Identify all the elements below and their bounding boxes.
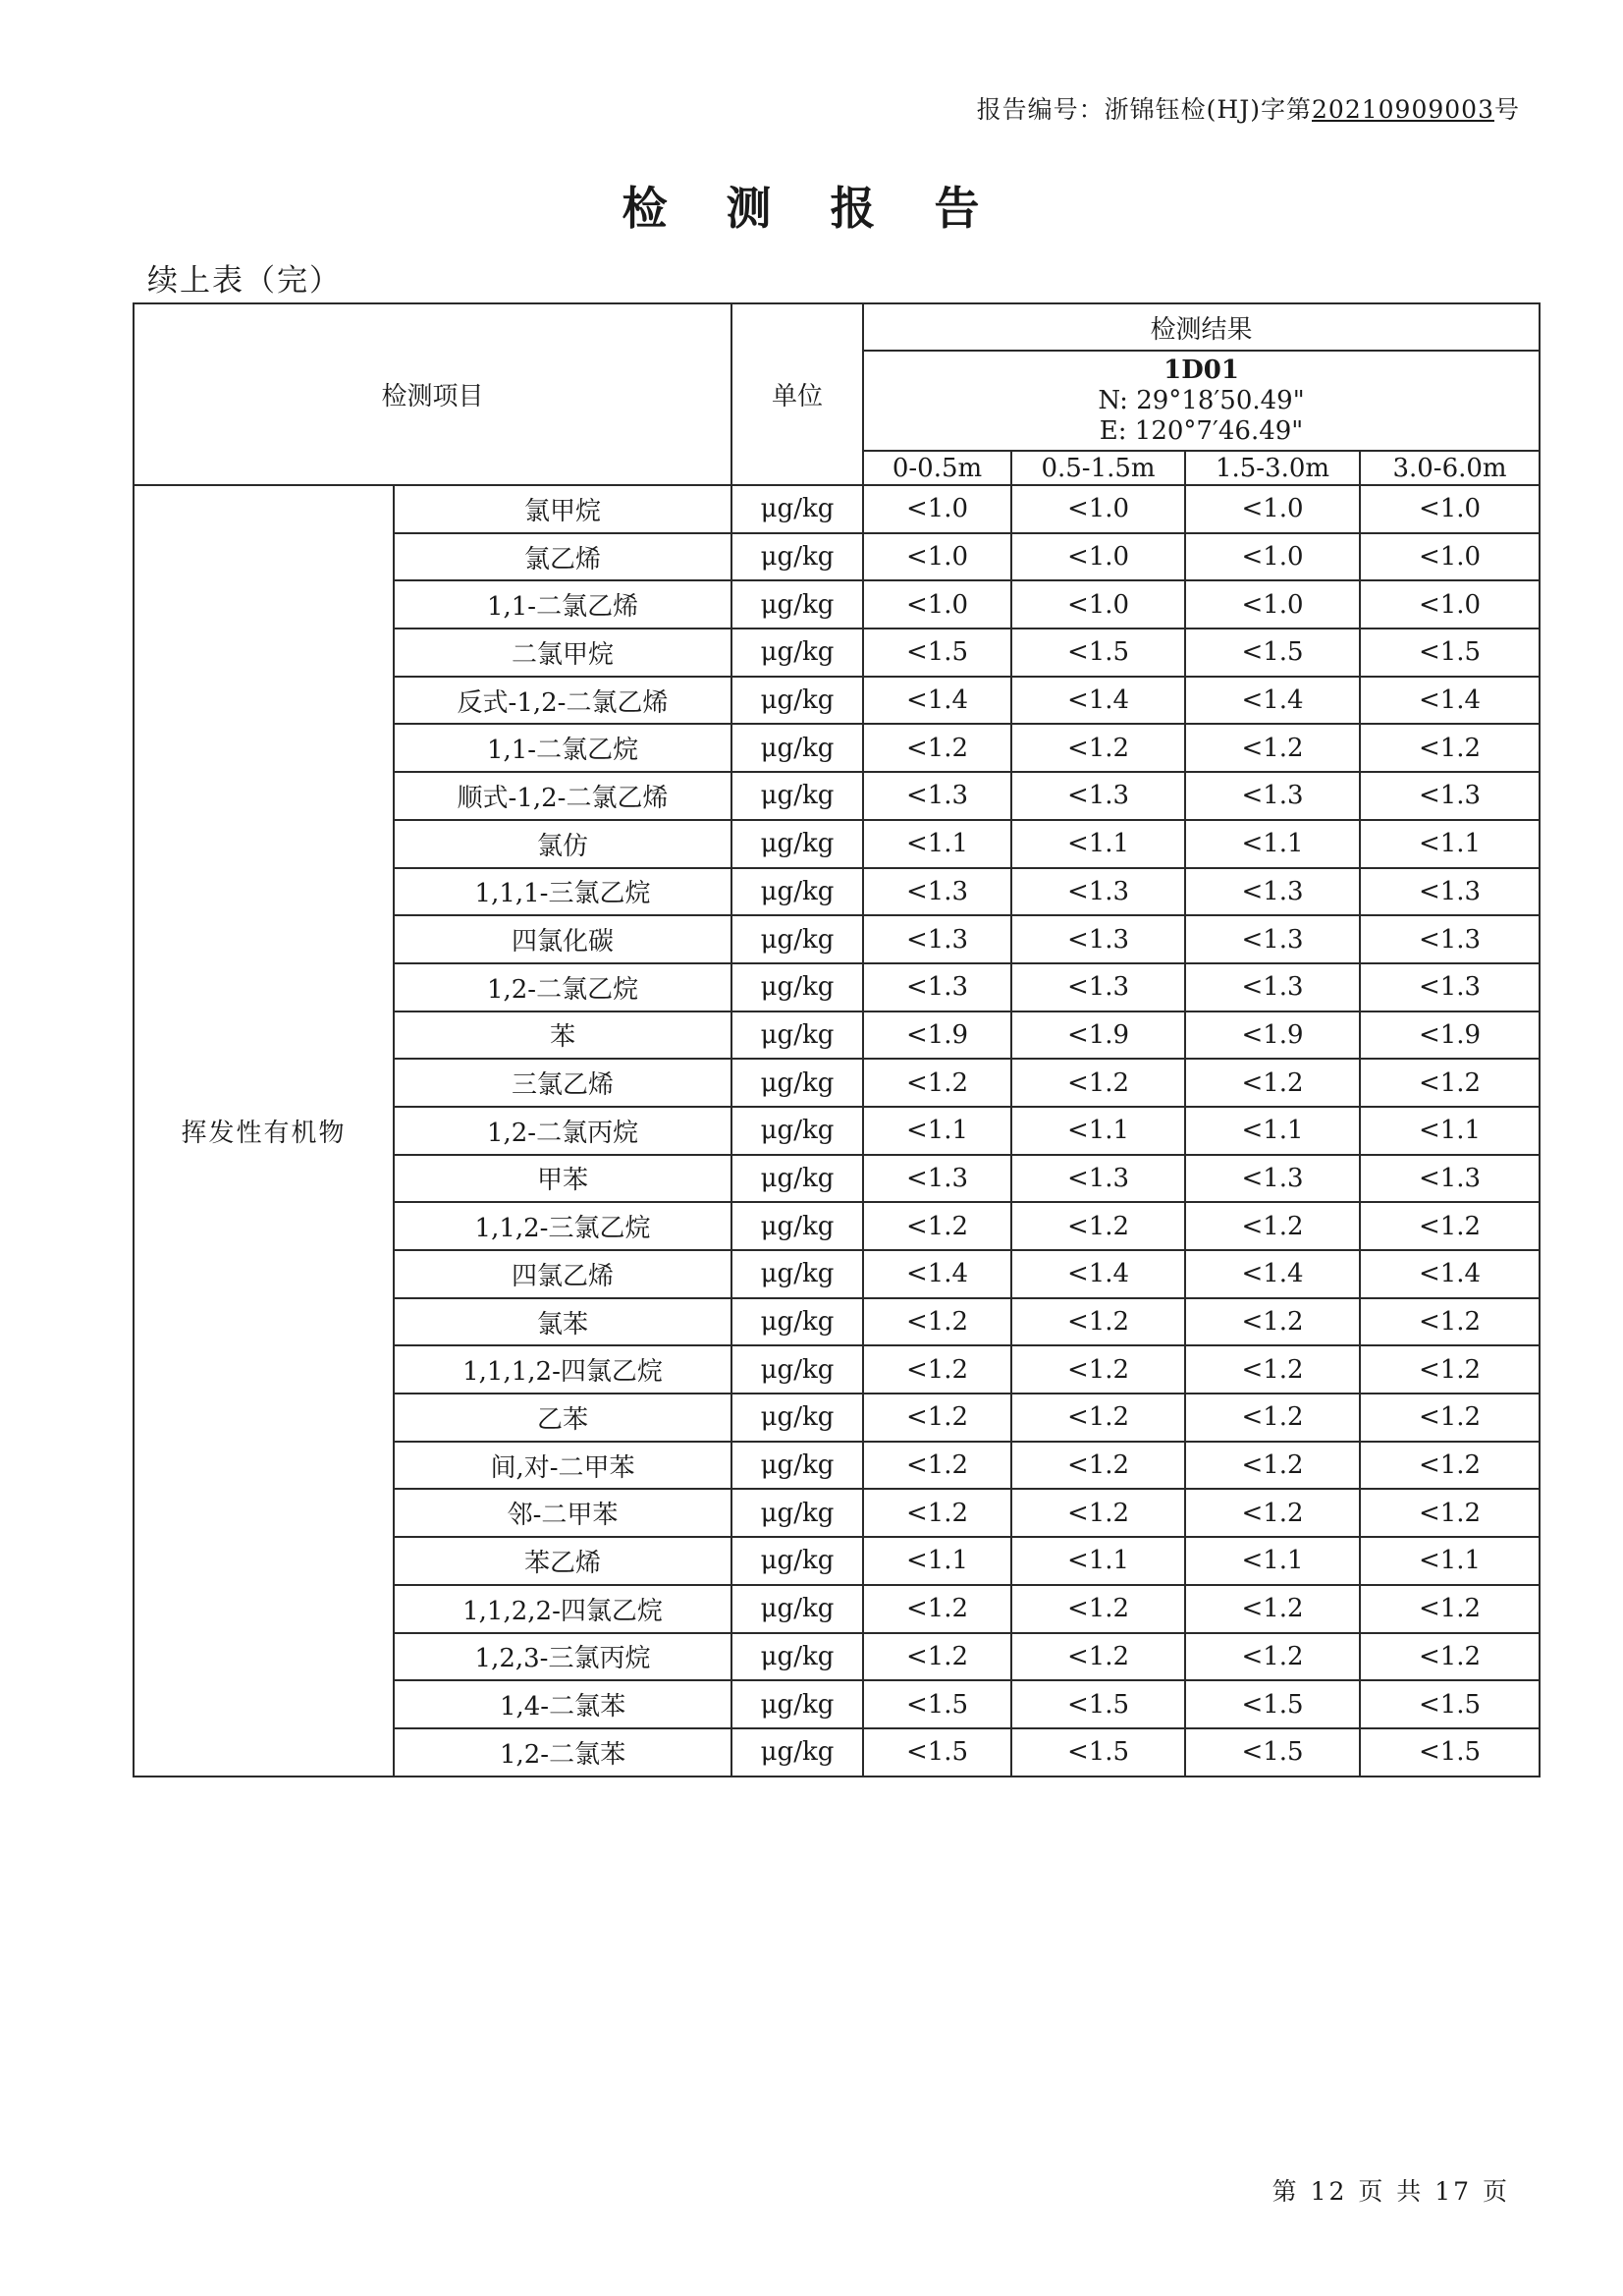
- result-value: <1.2: [863, 1059, 1011, 1107]
- result-value: <1.3: [1011, 772, 1185, 820]
- result-value: <1.2: [1360, 1585, 1540, 1633]
- unit-cell: μg/kg: [731, 1585, 863, 1633]
- header-test-item: 检测项目: [134, 303, 731, 485]
- unit-cell: μg/kg: [731, 1394, 863, 1442]
- result-value: <1.3: [1360, 868, 1540, 916]
- station-id: 1D01: [1163, 355, 1239, 385]
- result-value: <1.2: [863, 1394, 1011, 1442]
- result-value: <1.2: [1185, 1585, 1360, 1633]
- result-value: <1.3: [1011, 868, 1185, 916]
- compound-name: 四氯化碳: [394, 915, 731, 963]
- station-latitude: N: 29°18′50.49": [1098, 385, 1305, 415]
- result-value: <1.2: [863, 724, 1011, 772]
- report-number-suffix: 号: [1493, 95, 1520, 124]
- result-value: <1.5: [1360, 629, 1540, 677]
- station-header: [863, 351, 1540, 451]
- depth-header: 0.5-1.5m: [1011, 451, 1185, 485]
- result-value: <1.2: [1185, 1059, 1360, 1107]
- unit-cell: μg/kg: [731, 963, 863, 1011]
- unit-cell: μg/kg: [731, 1442, 863, 1490]
- result-value: <1.3: [863, 772, 1011, 820]
- result-value: <1.0: [1185, 533, 1360, 581]
- result-value: <1.9: [863, 1011, 1011, 1060]
- report-number: [977, 90, 1520, 126]
- result-value: <1.0: [1011, 533, 1185, 581]
- compound-name: 1,1,1,2-四氯乙烷: [394, 1345, 731, 1394]
- compound-name: 顺式-1,2-二氯乙烯: [394, 772, 731, 820]
- result-value: <1.5: [1360, 1728, 1540, 1777]
- result-value: <1.2: [863, 1442, 1011, 1490]
- compound-name: 反式-1,2-二氯乙烯: [394, 677, 731, 725]
- unit-cell: μg/kg: [731, 820, 863, 868]
- result-value: <1.2: [1360, 724, 1540, 772]
- compound-name: 1,4-二氯苯: [394, 1680, 731, 1728]
- result-value: <1.2: [1185, 1298, 1360, 1346]
- result-value: <1.2: [1360, 1202, 1540, 1250]
- result-value: <1.2: [863, 1298, 1011, 1346]
- compound-name: 邻-二甲苯: [394, 1489, 731, 1537]
- result-value: <1.2: [1185, 1202, 1360, 1250]
- result-value: <1.1: [1360, 1107, 1540, 1155]
- result-value: <1.0: [1360, 485, 1540, 533]
- compound-name: 氯苯: [394, 1298, 731, 1346]
- result-value: <1.4: [1185, 1250, 1360, 1298]
- result-value: <1.2: [1011, 1489, 1185, 1537]
- result-value: <1.3: [1360, 915, 1540, 963]
- result-value: <1.1: [1011, 1107, 1185, 1155]
- depth-header: 3.0-6.0m: [1360, 451, 1540, 485]
- result-value: <1.0: [863, 485, 1011, 533]
- result-value: <1.2: [1011, 1298, 1185, 1346]
- result-value: <1.0: [863, 533, 1011, 581]
- compound-name: 甲苯: [394, 1155, 731, 1203]
- result-value: <1.2: [1185, 1394, 1360, 1442]
- unit-cell: μg/kg: [731, 1537, 863, 1585]
- result-value: <1.2: [1185, 1489, 1360, 1537]
- result-value: <1.2: [1185, 1633, 1360, 1681]
- result-value: <1.3: [1360, 1155, 1540, 1203]
- result-value: <1.5: [1360, 1680, 1540, 1728]
- result-value: <1.3: [1360, 772, 1540, 820]
- result-value: <1.2: [863, 1585, 1011, 1633]
- compound-name: 1,1,2,2-四氯乙烷: [394, 1585, 731, 1633]
- unit-cell: μg/kg: [731, 1011, 863, 1060]
- result-value: <1.4: [863, 1250, 1011, 1298]
- unit-cell: μg/kg: [731, 1680, 863, 1728]
- result-value: <1.2: [1360, 1489, 1540, 1537]
- compound-name: 氯甲烷: [394, 485, 731, 533]
- result-value: <1.1: [1360, 1537, 1540, 1585]
- unit-cell: μg/kg: [731, 677, 863, 725]
- result-value: <1.3: [863, 1155, 1011, 1203]
- result-value: <1.2: [1185, 724, 1360, 772]
- result-value: <1.1: [1360, 820, 1540, 868]
- result-value: <1.2: [1360, 1394, 1540, 1442]
- result-value: <1.4: [1011, 1250, 1185, 1298]
- result-value: <1.5: [863, 1680, 1011, 1728]
- result-value: <1.0: [1011, 485, 1185, 533]
- result-value: <1.4: [1185, 677, 1360, 725]
- station-longitude: E: 120°7′46.49": [1099, 415, 1304, 446]
- unit-cell: μg/kg: [731, 580, 863, 629]
- result-value: <1.0: [1360, 580, 1540, 629]
- result-value: <1.1: [1011, 1537, 1185, 1585]
- result-value: <1.3: [863, 868, 1011, 916]
- unit-cell: μg/kg: [731, 1345, 863, 1394]
- result-value: <1.3: [1011, 915, 1185, 963]
- header-results: 检测结果: [863, 303, 1540, 351]
- result-value: <1.0: [1185, 580, 1360, 629]
- result-value: <1.1: [1185, 820, 1360, 868]
- header-unit: 单位: [731, 303, 863, 485]
- compound-name: 苯乙烯: [394, 1537, 731, 1585]
- unit-cell: μg/kg: [731, 1155, 863, 1203]
- compound-name: 1,1,1-三氯乙烷: [394, 868, 731, 916]
- unit-cell: μg/kg: [731, 1728, 863, 1777]
- result-value: <1.4: [1360, 677, 1540, 725]
- result-value: <1.5: [863, 1728, 1011, 1777]
- result-value: <1.2: [1011, 1059, 1185, 1107]
- result-value: <1.5: [1011, 1728, 1185, 1777]
- report-number-label: 报告编号：浙锦钰检(HJ)字第: [976, 95, 1313, 124]
- result-rows: [134, 485, 1540, 1777]
- unit-cell: μg/kg: [731, 1633, 863, 1681]
- result-value: <1.3: [1360, 963, 1540, 1011]
- result-value: <1.2: [1011, 1202, 1185, 1250]
- result-value: <1.1: [1011, 820, 1185, 868]
- page-number: 第 12 页 共 17 页: [1271, 2177, 1510, 2206]
- result-value: <1.1: [863, 820, 1011, 868]
- result-value: <1.3: [1185, 915, 1360, 963]
- result-value: <1.2: [1011, 1633, 1185, 1681]
- result-value: <1.0: [1011, 580, 1185, 629]
- unit-cell: μg/kg: [731, 1059, 863, 1107]
- result-value: <1.2: [1185, 1345, 1360, 1394]
- result-value: <1.4: [863, 677, 1011, 725]
- compound-name: 乙苯: [394, 1394, 731, 1442]
- page-title: 检 测 报 告: [622, 182, 1001, 235]
- unit-cell: μg/kg: [731, 1298, 863, 1346]
- unit-cell: μg/kg: [731, 915, 863, 963]
- result-value: <1.2: [1360, 1345, 1540, 1394]
- depth-header: 1.5-3.0m: [1185, 451, 1360, 485]
- result-value: <1.0: [1360, 533, 1540, 581]
- result-value: <1.3: [863, 963, 1011, 1011]
- result-value: <1.5: [1185, 1728, 1360, 1777]
- result-value: <1.1: [1185, 1107, 1360, 1155]
- compound-name: 1,1-二氯乙烷: [394, 724, 731, 772]
- result-value: <1.2: [1011, 1585, 1185, 1633]
- compound-name: 氯乙烯: [394, 533, 731, 581]
- unit-cell: μg/kg: [731, 772, 863, 820]
- result-value: <1.9: [1360, 1011, 1540, 1060]
- unit-cell: μg/kg: [731, 1202, 863, 1250]
- result-value: <1.1: [863, 1107, 1011, 1155]
- result-value: <1.3: [1185, 868, 1360, 916]
- result-value: <1.2: [863, 1345, 1011, 1394]
- result-value: <1.2: [863, 1633, 1011, 1681]
- result-value: <1.5: [1011, 1680, 1185, 1728]
- table-row: [134, 485, 1540, 533]
- result-value: <1.2: [863, 1202, 1011, 1250]
- result-value: <1.2: [1360, 1298, 1540, 1346]
- unit-cell: μg/kg: [731, 1489, 863, 1537]
- table-continuation-label: 续上表（完）: [147, 263, 342, 299]
- unit-cell: μg/kg: [731, 868, 863, 916]
- result-value: <1.3: [863, 915, 1011, 963]
- result-value: <1.3: [1185, 1155, 1360, 1203]
- result-value: <1.4: [1360, 1250, 1540, 1298]
- result-value: <1.2: [1011, 1394, 1185, 1442]
- unit-cell: μg/kg: [731, 1107, 863, 1155]
- unit-cell: μg/kg: [731, 533, 863, 581]
- result-value: <1.2: [1185, 1442, 1360, 1490]
- result-value: <1.1: [863, 1537, 1011, 1585]
- result-value: <1.5: [1185, 629, 1360, 677]
- result-value: <1.0: [1185, 485, 1360, 533]
- unit-cell: μg/kg: [731, 1250, 863, 1298]
- compound-name: 1,1,2-三氯乙烷: [394, 1202, 731, 1250]
- compound-name: 四氯乙烯: [394, 1250, 731, 1298]
- result-value: <1.5: [1185, 1680, 1360, 1728]
- compound-name: 苯: [394, 1011, 731, 1060]
- compound-name: 氯仿: [394, 820, 731, 868]
- compound-name: 1,2-二氯乙烷: [394, 963, 731, 1011]
- result-value: <1.2: [1011, 1345, 1185, 1394]
- depth-header: 0-0.5m: [863, 451, 1011, 485]
- result-value: <1.3: [1185, 963, 1360, 1011]
- result-value: <1.1: [1185, 1537, 1360, 1585]
- result-value: <1.5: [1011, 629, 1185, 677]
- result-value: <1.3: [1011, 963, 1185, 1011]
- compound-name: 1,2,3-三氯丙烷: [394, 1633, 731, 1681]
- compound-name: 1,2-二氯丙烷: [394, 1107, 731, 1155]
- results-table: [133, 302, 1541, 1777]
- compound-name: 1,2-二氯苯: [394, 1728, 731, 1777]
- category-cell: 挥发性有机物: [134, 485, 394, 1777]
- unit-cell: μg/kg: [731, 724, 863, 772]
- result-value: <1.0: [863, 580, 1011, 629]
- result-value: <1.9: [1185, 1011, 1360, 1060]
- result-value: <1.5: [863, 629, 1011, 677]
- result-value: <1.2: [1360, 1059, 1540, 1107]
- compound-name: 1,1-二氯乙烯: [394, 580, 731, 629]
- result-value: <1.2: [1360, 1633, 1540, 1681]
- result-value: <1.2: [863, 1489, 1011, 1537]
- result-value: <1.9: [1011, 1011, 1185, 1060]
- compound-name: 三氯乙烯: [394, 1059, 731, 1107]
- result-value: <1.2: [1360, 1442, 1540, 1490]
- result-value: <1.3: [1185, 772, 1360, 820]
- unit-cell: μg/kg: [731, 629, 863, 677]
- report-number-value: 20210909003: [1312, 95, 1494, 124]
- result-value: <1.2: [1011, 1442, 1185, 1490]
- result-value: <1.3: [1011, 1155, 1185, 1203]
- unit-cell: μg/kg: [731, 485, 863, 533]
- result-value: <1.4: [1011, 677, 1185, 725]
- compound-name: 间,对-二甲苯: [394, 1442, 731, 1490]
- compound-name: 二氯甲烷: [394, 629, 731, 677]
- result-value: <1.2: [1011, 724, 1185, 772]
